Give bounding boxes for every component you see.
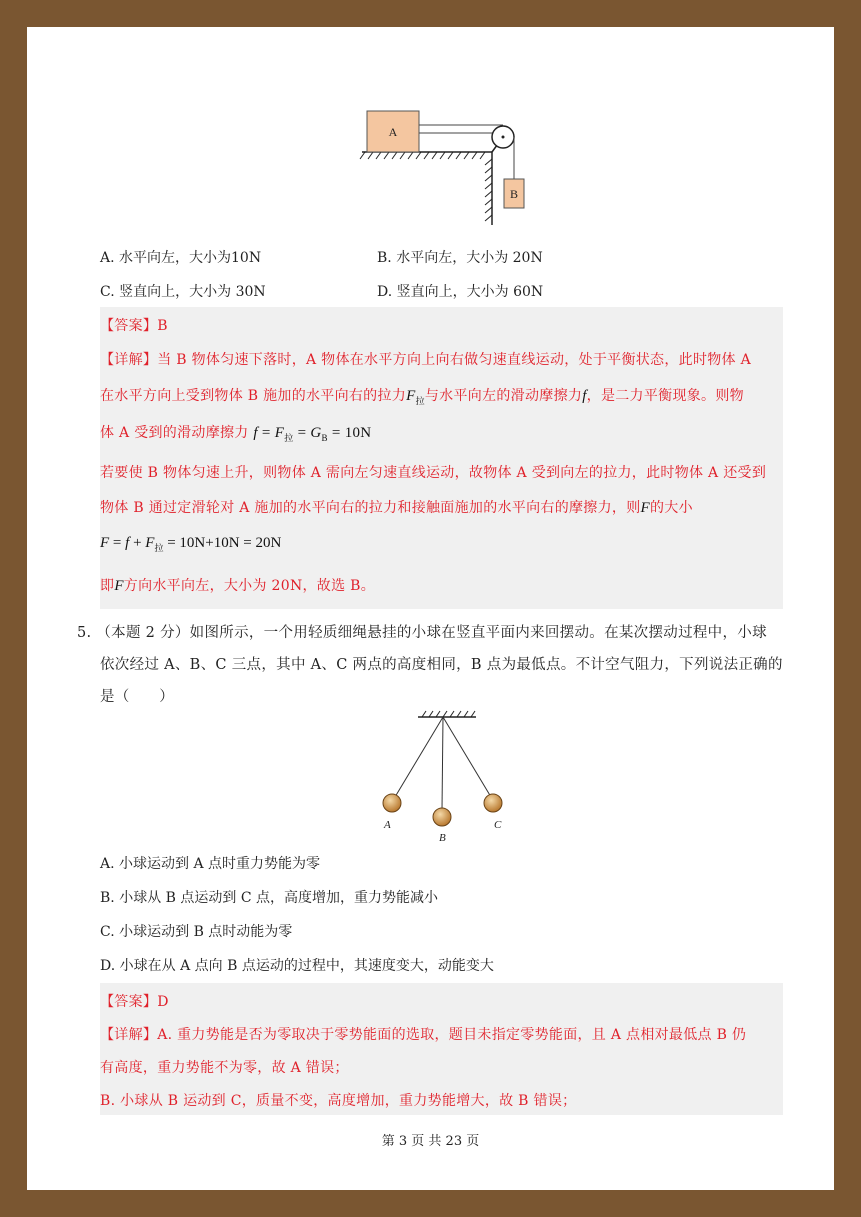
force-subscript: 拉 [415, 396, 425, 406]
block-b-label: B [509, 187, 519, 201]
q4-detail-line-7-text-a: 即 [100, 578, 115, 594]
q4-equation-total: $F = f + F_拉 = 10N+10N = 20N$ [100, 535, 282, 553]
force-symbol-big-f: F [640, 500, 650, 516]
q4-detail-line-2-text-b: 与水平向左的滑动摩擦力 [424, 388, 583, 404]
q4-detail-line-3-prefix: 体 A 受到的滑动摩擦力 [100, 425, 249, 441]
label-b: B [439, 832, 446, 844]
q4-detail-line-2 [100, 385, 744, 407]
q4-answer-box [100, 307, 783, 609]
q5-detail-line-1: 【详解】A. 重力势能是否为零取决于零势能面的选取，题目未指定零势能面，且 A 点相对最低点 B 仍 [100, 1027, 747, 1043]
q4-option-a: A. 水平向左，大小为10N [100, 250, 262, 266]
pulley-block-figure [357, 107, 537, 232]
force-symbol-big-f-2: F [114, 578, 124, 594]
label-a: A [384, 819, 391, 831]
q4-detail-line-5-text-a: 物体 B 通过定滑轮对 A 施加的水平向右的拉力和接触面施加的水平向右的摩擦力，则 [100, 500, 641, 516]
q5-question-line-2: 依次经过 A、B、C 三点，其中 A、C 两点的高度相同，B 点为最低点。不计空气阻力，下列说法正确的 [100, 657, 783, 673]
q5-question-line-3: 是（ ） [100, 689, 174, 705]
q4-detail-line-1: 【详解】当 B 物体匀速下落时，A 物体在水平方向上向右做匀速直线运动，处于平衡状态，此时物体 A [100, 352, 752, 368]
ball-c [484, 794, 502, 812]
page-footer: 第 3 页 共 23 页 [381, 1134, 480, 1149]
force-symbol-f: F [406, 388, 416, 404]
q5-option-d: D. 小球在从 A 点向 B 点运动的过程中，其速度变大，动能变大 [100, 958, 494, 974]
q4-detail-line-2-text-a: 在水平方向上受到物体 B 施加的水平向右的拉力 [100, 388, 407, 404]
q5-answer: 【答案】D [100, 994, 169, 1010]
q4-detail-line-7 [100, 575, 375, 595]
q4-answer: 【答案】B [100, 318, 168, 334]
q5-detail-line-3: B. 小球从 B 运动到 C，质量不变，高度增加，重力势能增大，故 B 错误； [100, 1093, 577, 1109]
q4-detail-line-5-text-b: 的大小 [649, 500, 693, 516]
document-page [27, 27, 834, 1190]
q4-detail-line-3 [100, 422, 371, 444]
q4-option-c: C. 竖直向上，大小为 30N [100, 284, 266, 300]
ball-a [383, 794, 401, 812]
friction-symbol: f [582, 388, 587, 404]
pendulum-figure [367, 707, 517, 847]
q4-detail-line-7-text-b: 方向水平向左，大小为 20N，故选 B。 [123, 578, 376, 594]
ball-b [433, 808, 451, 826]
q4-detail-line-2-text-c: ，是二力平衡现象。则物 [586, 388, 744, 404]
q4-option-b: B. 水平向左，大小为 20N [377, 250, 543, 266]
block-a-label: A [388, 125, 398, 139]
q4-detail-line-4: 若要使 B 物体匀速上升，则物体 A 需向左匀速直线运动，故物体 A 受到向左的拉力，此时物体 A 还受到 [100, 465, 767, 481]
q4-detail-line-5 [100, 497, 693, 517]
q5-question-line-1: 5. （本题 2 分）如图所示，一个用轻质细绳悬挂的小球在竖直平面内来回摆动。在某次摆动过程中，小球 [77, 625, 767, 641]
q5-option-b: B. 小球从 B 点运动到 C 点，高度增加，重力势能减小 [100, 890, 438, 906]
label-c: C [494, 819, 502, 831]
q5-answer-box [100, 983, 783, 1115]
q5-option-a: A. 小球运动到 A 点时重力势能为零 [100, 856, 321, 872]
q4-option-d: D. 竖直向上，大小为 60N [377, 284, 544, 300]
q4-equation-friction: $f = F_拉 = G_B = 10N$ [253, 425, 372, 443]
q5-detail-line-2: 有高度，重力势能不为零，故 A 错误； [100, 1060, 349, 1076]
q5-option-c: C. 小球运动到 B 点时动能为零 [100, 924, 293, 940]
